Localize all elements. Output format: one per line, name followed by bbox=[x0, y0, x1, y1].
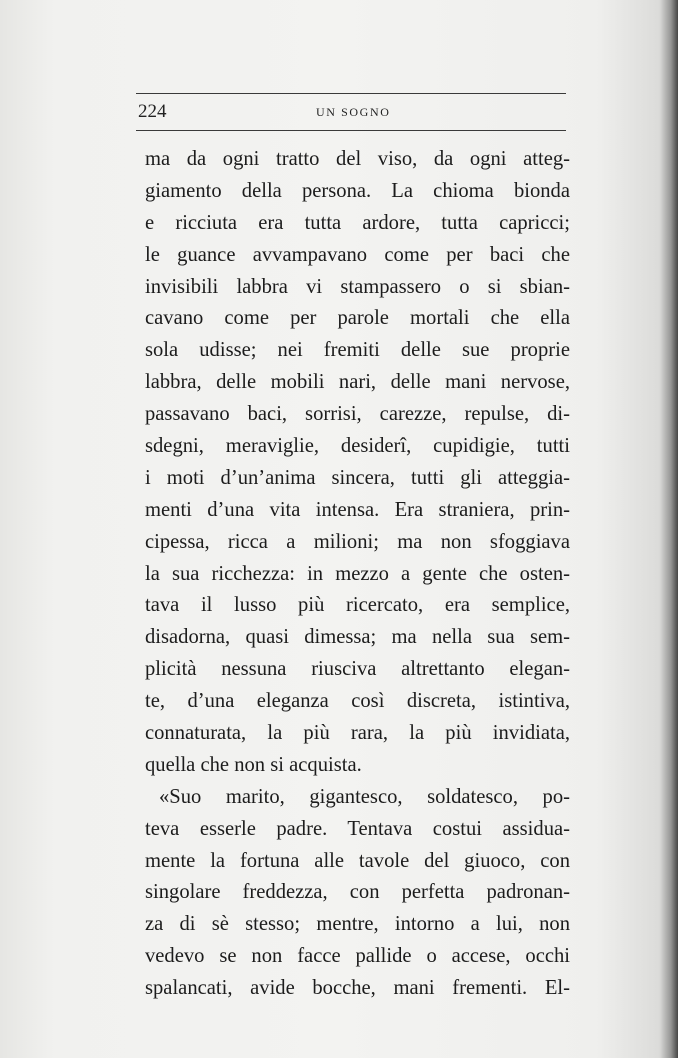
text-line: sdegni, meraviglie, desiderî, cupidigie, tutti bbox=[145, 435, 570, 458]
text-line: cipessa, ricca a milioni; ma non sfoggiava bbox=[145, 530, 570, 553]
text-line: passavano baci, sorrisi, carezze, repulse, di- bbox=[145, 403, 570, 426]
page-binding-shadow bbox=[660, 0, 678, 1058]
text-line: plicità nessuna riusciva altrettanto elegan- bbox=[145, 658, 570, 681]
text-line: singolare freddezza, con perfetta padronan- bbox=[145, 881, 570, 904]
text-line: za di sè stesso; mentre, intorno a lui, non bbox=[145, 913, 570, 936]
text-line: le guance avvampavano come per baci che bbox=[145, 243, 570, 266]
header-rule-bottom bbox=[136, 130, 566, 131]
text-line: disadorna, quasi dimessa; ma nella sua sem- bbox=[145, 626, 570, 649]
body-text bbox=[145, 144, 570, 1005]
text-line: e ricciuta era tutta ardore, tutta capricci; bbox=[145, 211, 570, 234]
text-line: labbra, delle mobili nari, delle mani nervose, bbox=[145, 371, 570, 394]
text-line: mente la fortuna alle tavole del giuoco, con bbox=[145, 849, 570, 872]
text-line: spalancati, avide bocche, mani frementi. El- bbox=[145, 977, 570, 1000]
text-line: teva esserle padre. Tentava costui assidua- bbox=[145, 817, 570, 840]
header-rule-top bbox=[136, 93, 566, 94]
text-line: vedevo se non facce pallide o accese, occhi bbox=[145, 945, 570, 968]
page-number: 224 bbox=[138, 101, 167, 122]
text-line: la sua ricchezza: in mezzo a gente che osten- bbox=[145, 562, 570, 585]
text-line: «Suo marito, gigantesco, soldatesco, po- bbox=[159, 785, 570, 808]
text-line: cavano come per parole mortali che ella bbox=[145, 307, 570, 330]
text-line: invisibili labbra vi stampassero o si sbian- bbox=[145, 275, 570, 298]
text-line: quella che non si acquista. bbox=[145, 753, 362, 776]
text-line: giamento della persona. La chioma bionda bbox=[145, 179, 570, 202]
running-head: UN SOGNO bbox=[316, 105, 391, 119]
text-line: menti d’una vita intensa. Era straniera, prin- bbox=[145, 498, 570, 521]
text-line: te, d’una eleganza così discreta, istintiva, bbox=[145, 690, 570, 713]
text-line: ma da ogni tratto del viso, da ogni atteg- bbox=[145, 148, 570, 170]
text-line: connaturata, la più rara, la più invidiata, bbox=[145, 722, 570, 745]
text-line: tava il lusso più ricercato, era semplice, bbox=[145, 594, 570, 617]
text-line: i moti d’un’anima sincera, tutti gli atteggia- bbox=[145, 466, 570, 489]
text-line: sola udisse; nei fremiti delle sue proprie bbox=[145, 339, 570, 362]
